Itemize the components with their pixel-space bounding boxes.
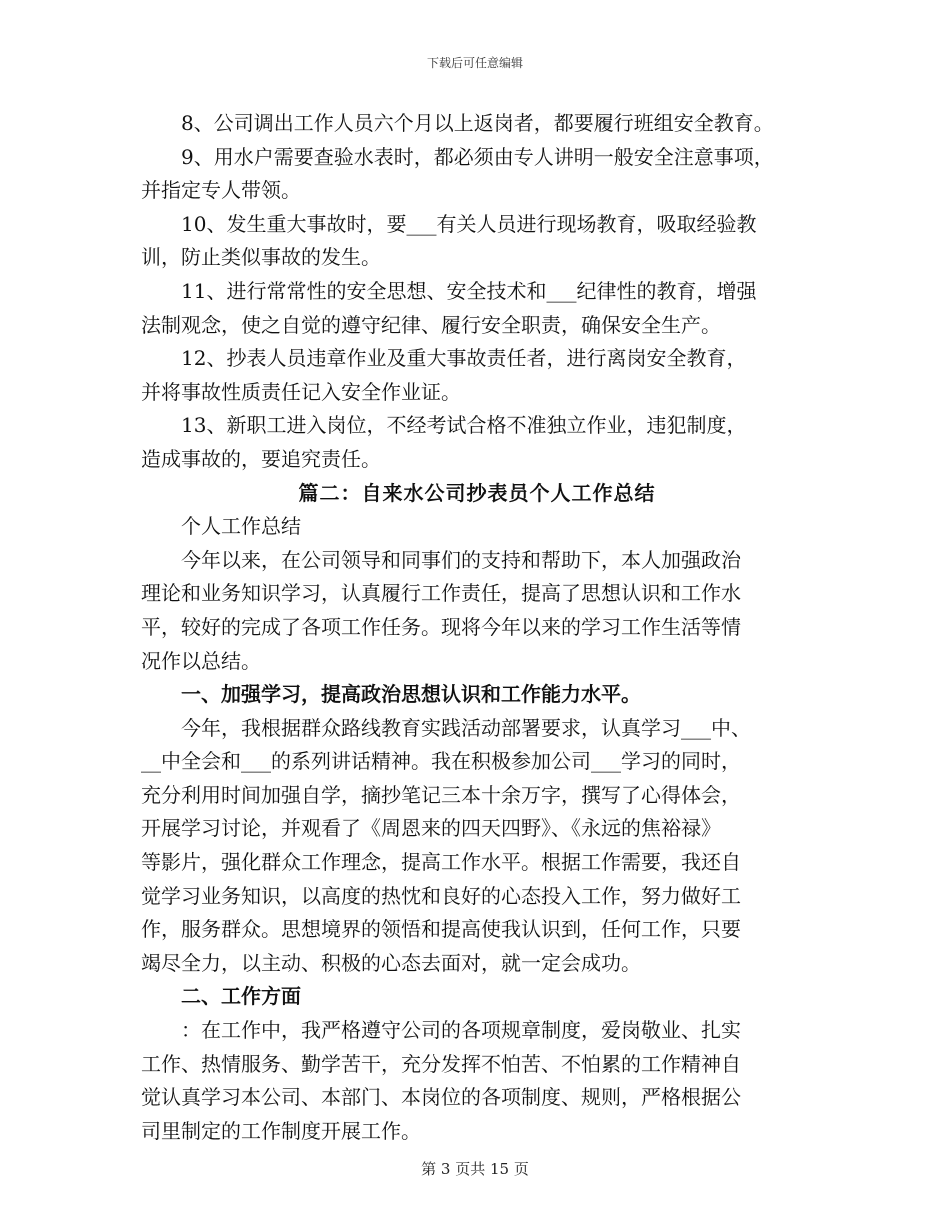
text-line: 司里制定的工作制度开展工作。 xyxy=(141,1118,421,1143)
text-line: 开展学习讨论，并观看了《周恩来的四天四野》、《永远的焦裕禄》 xyxy=(141,816,721,841)
text-line: 今年以来，在公司领导和同事们的支持和帮助下，本人加强政治 xyxy=(181,547,741,572)
text-line: 9、用水户需要查验水表时，都必须由专人讲明一般安全注意事项， xyxy=(181,144,774,169)
text-line: 并将事故性质责任记入安全作业证。 xyxy=(141,379,461,404)
page-number: 第 3 页共 15 页 xyxy=(421,1160,529,1178)
text-line: 训，防止类似事故的发生。 xyxy=(141,245,381,270)
list-item-13 xyxy=(141,409,813,476)
text-line: 工作、热情服务、勤学苦干，充分发挥不怕苦、不怕累的工作精神自 xyxy=(141,1051,741,1076)
text-line: __中全会和___的系列讲话精神。我在积极参加公司___学习的同时， xyxy=(141,749,741,774)
text-line: 11、进行常常性的安全思想、安全技术和___纪律性的教育，增强 xyxy=(181,278,757,303)
text-line: 竭尽全力，以主动、积极的心态去面对，就一定会成功。 xyxy=(141,950,641,975)
text-line: ：在工作中，我严格遵守公司的各项规章制度，爱岗敬业、扎实 xyxy=(181,1018,741,1043)
text-line: 法制观念，使之自觉的遵守纪律、履行安全职责，确保安全生产。 xyxy=(141,312,721,337)
list-item-11 xyxy=(141,275,813,342)
text-line: 12、抄表人员违章作业及重大事故责任者，进行离岗安全教育， xyxy=(181,346,747,371)
page-header-note: 下载后可任意编辑 xyxy=(426,56,523,70)
text-line: 充分利用时间加强自学，摘抄笔记三本十余万字，撰写了心得体会， xyxy=(141,782,741,807)
heading-work: 二、工作方面 xyxy=(181,984,301,1009)
document-body xyxy=(141,107,813,1148)
text-line: 理论和业务知识学习，认真履行工作责任，提高了思想认识和工作水 xyxy=(141,581,741,606)
list-item-10 xyxy=(141,208,813,275)
text-line: 8、公司调出工作人员六个月以上返岗者，都要履行班组安全教育。 xyxy=(181,111,774,135)
heading-study: 一、加强学习，提高政治思想认识和工作能力水平。 xyxy=(181,682,641,707)
text-line: 平，较好的完成了各项工作任务。现将今年以来的学习工作生活等情 xyxy=(141,614,741,639)
section-title: 篇二：自来水公司抄表员个人工作总结 xyxy=(298,480,656,505)
text-line: 造成事故的，要追究责任。 xyxy=(141,446,381,471)
text-line: 觉认真学习本公司、本部门、本岗位的各项制度、规则，严格根据公 xyxy=(141,1085,741,1110)
text-line: 10、发生重大事故时，要___有关人员进行现场教育，吸取经验教 xyxy=(181,211,757,236)
summary-label xyxy=(141,510,813,544)
list-item-12 xyxy=(141,342,813,409)
text-line: 13、新职工进入岗位，不经考试合格不准独立作业，违犯制度， xyxy=(181,413,747,438)
text-line: 个人工作总结 xyxy=(181,514,301,539)
list-item-9 xyxy=(141,141,813,208)
text-line: 作，服务群众。思想境界的领悟和提高使我认识到，任何工作，只要 xyxy=(141,917,741,942)
study-paragraph xyxy=(141,712,813,981)
text-line: 并指定专人带领。 xyxy=(141,178,301,203)
text-line: 今年，我根据群众路线教育实践活动部署要求，认真学习___中、 xyxy=(181,715,751,740)
work-paragraph xyxy=(141,1014,813,1148)
text-line: 况作以总结。 xyxy=(141,648,261,673)
text-line: 等影片，强化群众工作理念，提高工作水平。根据工作需要，我还自 xyxy=(141,850,741,875)
list-item-8 xyxy=(141,107,813,141)
text-line: 觉学习业务知识，以高度的热忱和良好的心态投入工作，努力做好工 xyxy=(141,883,741,908)
intro-paragraph xyxy=(141,544,813,678)
